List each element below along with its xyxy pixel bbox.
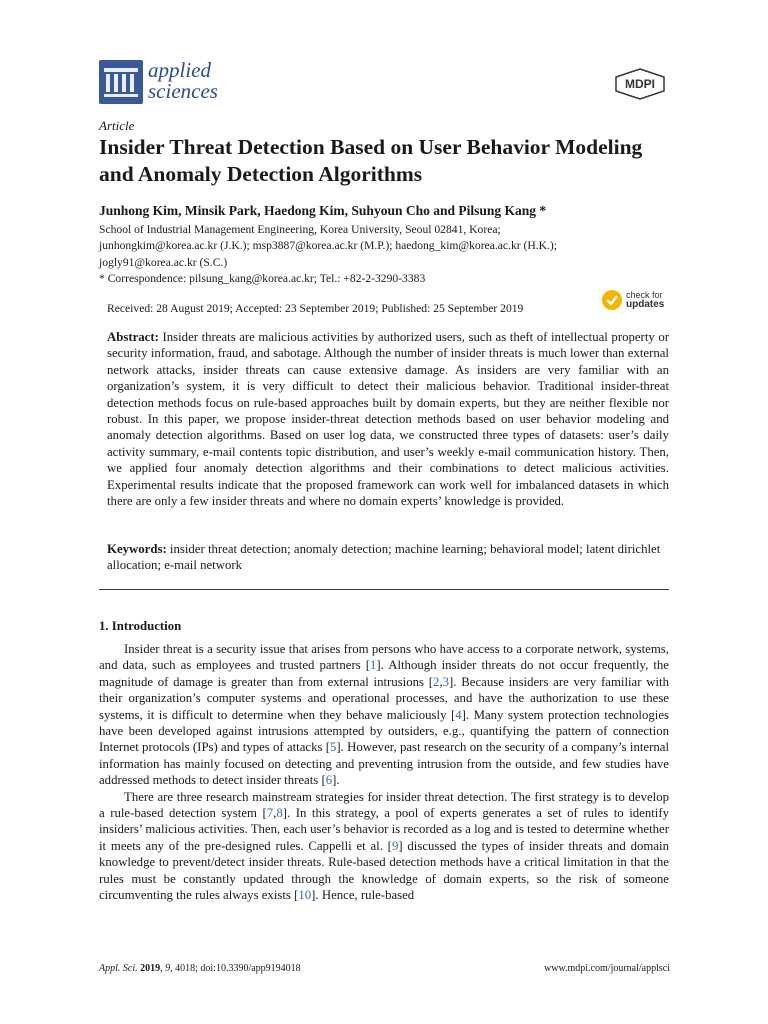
affiliation-emails: junhongkim@korea.ac.kr (J.K.); msp3887@korea.ac.kr (M.P.); haedong_kim@korea.ac.kr (H.K.);	[99, 239, 557, 253]
citation-link[interactable]: 3	[442, 674, 450, 689]
footer-doi: , 4018; doi:10.3390/app9194018	[170, 963, 301, 974]
footer-year: 2019	[140, 963, 161, 974]
check-updates-text	[626, 291, 664, 309]
journal-name-line2: sciences	[148, 79, 218, 103]
body-text	[99, 641, 669, 904]
paragraph-text: ]. Because insiders are very familiar with their organization’s computer systems and operational processes, and have the authorization to use these systems, it is difficult to determine when they behave maliciously [	[99, 674, 669, 722]
citation-link[interactable]: 5	[330, 740, 337, 755]
check-updates-line1: check for	[626, 290, 663, 300]
citation-link[interactable]: 6	[325, 773, 333, 788]
journal-name-line1: applied	[148, 58, 211, 82]
publication-dates: Received: 28 August 2019; Accepted: 23 September 2019; Published: 25 September 2019	[107, 302, 524, 315]
citation-link[interactable]: 7	[266, 806, 274, 821]
paragraph-text: ]. Although insider threats do not occur frequently, the magnitude of damage is greater than from external intrusions [	[99, 658, 669, 689]
affiliation	[99, 222, 669, 288]
paragraph-text: ,	[439, 674, 443, 689]
paper-title: Insider Threat Detection Based on User Behavior Modeling and Anomaly Detection Algorithms	[99, 135, 643, 186]
keywords-label: Keywords:	[107, 542, 167, 556]
citation-link[interactable]: 1	[370, 658, 377, 673]
affiliation-line: School of Industrial Management Engineering, Korea University, Seoul 02841, Korea;	[99, 223, 501, 236]
article-type: Article	[99, 118, 135, 133]
abstract-label: Abstract:	[107, 330, 159, 344]
check-for-updates-badge[interactable]	[601, 289, 664, 311]
journal-url[interactable]: www.mdpi.com/journal/applsci	[544, 963, 670, 974]
paragraph	[99, 641, 669, 789]
keywords-text: insider threat detection; anomaly detection; machine learning; behavioral model; latent dirichlet allocation; e-mail network	[107, 542, 661, 573]
paragraph-text: ] discussed the types of insider threats and domain knowledge to prevent/detect insider threats. Rule-based detection methods have a critical limitation in that the rules must be constantly updated through the knowledge of domain experts, so the risk of someone circumventing the rules always exists [	[99, 838, 669, 903]
paragraph-text: ].	[332, 773, 340, 788]
author-list: Junhong Kim, Minsik Park, Haedong Kim, Suhyoun Cho and Pilsung Kang *	[99, 203, 547, 218]
footer-volume: 9	[165, 963, 171, 974]
abstract	[107, 329, 669, 509]
paragraph-text: ]. Hence, rule-based	[311, 888, 415, 903]
paragraph-text: ,	[273, 806, 277, 821]
check-updates-line2: updates	[626, 299, 665, 310]
citation-link[interactable]: 9	[391, 838, 399, 853]
mdpi-logo[interactable]	[614, 67, 666, 101]
paragraph-text: ]. Many system protection technologies have been developed against intrusions attempted by outsiders, e.g., quantifying the pattern of connection Internet protocols (IPs) and types of attacks [	[99, 707, 669, 755]
citation-link[interactable]: 2	[433, 674, 440, 689]
section-heading: 1. Introduction	[99, 619, 182, 633]
correspondence: * Correspondence: pilsung_kang@korea.ac.kr; Tel.: +82-2-3290-3383	[99, 272, 426, 286]
abstract-text: Insider threats are malicious activities by authorized users, such as theft of intellectual property or security information, fraud, and sabotage. Although the number of insider threats is much lower than external network attacks, insider threats can cause extensive damage. As insiders are very familiar with an organization’s system, it is very difficult to detect their malicious behavior. Traditional insider-threat detection methods focus on rule-based approaches built by domain experts, but they are neither flexible nor robust. In this paper, we propose insider-threat detection methods based on user behavior modeling and anomaly detection algorithms. Based on user log data, we constructed three types of datasets: user’s daily activity summary, e-mail contents topic distribution, and user’s weekly e-mail communication history. Then, we applied four anomaly detection algorithms and their combinations to detect malicious activities. Experimental results indicate that the proposed framework can work well for imbalanced datasets in which there are only a few insider threats and where no domain experts’ knowledge is provided.	[107, 330, 669, 509]
journal-logo[interactable]	[99, 60, 218, 104]
footer-citation: Appl. Sci. 2019, 9, 4018; doi:10.3390/app9194018	[99, 963, 301, 974]
journal-name	[148, 60, 218, 102]
paragraph-text: Insider threat is a security issue that arises from persons who have access to a corporate network, systems, and data, such as employees and trusted partners [	[99, 642, 669, 673]
citation-link[interactable]: 8	[276, 806, 283, 821]
paragraph-text: There are three research mainstream strategies for insider threat detection. The first strategy is to develop a rule-based detection system [	[99, 789, 669, 821]
citation-link[interactable]: 4	[455, 707, 462, 722]
affiliation-emails-cont: jogly91@korea.ac.kr (S.C.)	[99, 255, 228, 269]
section-divider	[99, 589, 669, 590]
citation-link[interactable]: 10	[298, 888, 312, 903]
footer-journal: Appl. Sci.	[99, 963, 138, 974]
check-updates-icon	[601, 289, 623, 311]
paragraph	[99, 789, 669, 904]
keywords	[107, 541, 669, 574]
paragraph-text: ]. In this strategy, a pool of experts generates a set of rules to identify insiders’ malicious activities. Then, each user’s behavior is recorded as a log and is tested to determine whether it meets any of the pre-designed rules. Cappelli et al. [	[99, 806, 669, 853]
paragraph-text: ]. However, past research on the security of a company’s internal information has mainly focused on detecting and preventing intrusion from the outside, and few studies have addressed methods to detect insider threats [	[99, 740, 669, 788]
publisher-name: MDPI	[625, 77, 655, 91]
journal-logo-icon	[99, 60, 143, 104]
